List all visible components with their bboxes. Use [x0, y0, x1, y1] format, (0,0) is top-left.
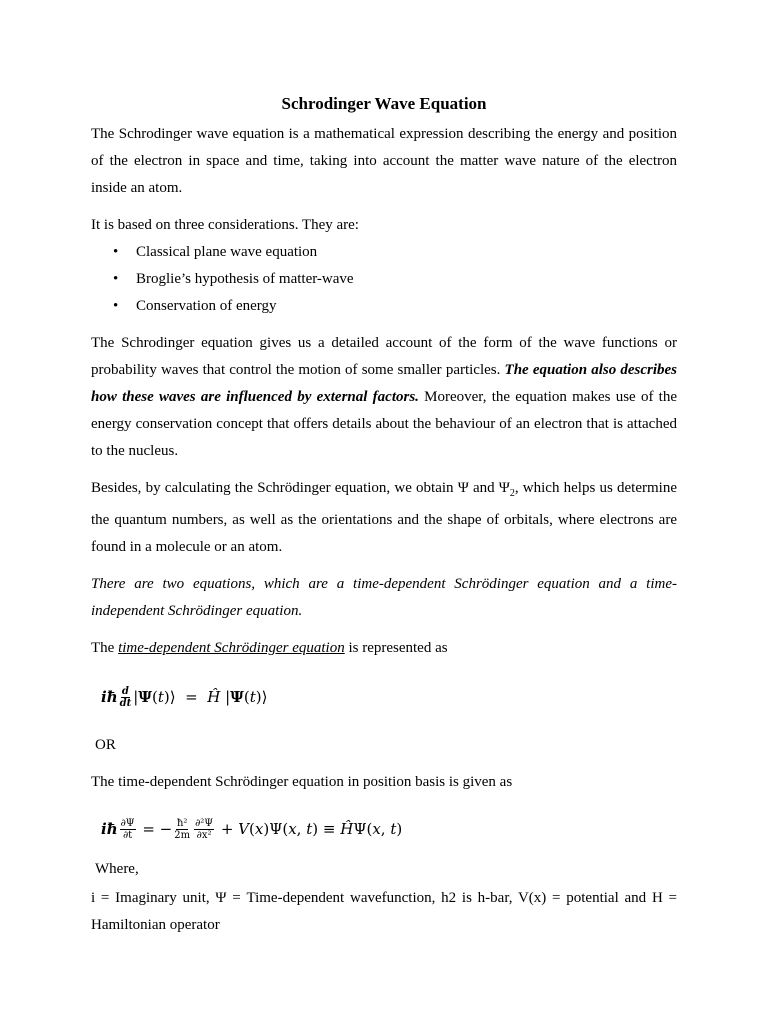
time-dependent-link[interactable]: time-dependent Schrödinger equation [118, 640, 345, 656]
emphasis-text: The equation also describes how these waves are influenced by external factors. [91, 362, 678, 405]
considerations-list [91, 239, 677, 320]
representation-paragraph: The time-dependent Schrödinger equation is represented as [91, 640, 448, 656]
position-basis-paragraph: The time-dependent Schrödinger equation in position basis is given as [91, 774, 513, 790]
document-page [91, 93, 677, 939]
results-paragraph: Besides, by calculating the Schrödinger equation, we obtain Ψ and $\Psi_2$, which helps us determine the quantum numbers, as well as the orientations and the shape of orbitals, where electrons are found in a molecule or an atom. [91, 480, 677, 555]
equation-time-dependent: iħ $\frac{d}{dt}$ |Ψ(t)⟩ = Ĥ |Ψ(t)⟩ [101, 685, 268, 709]
considerations-intro: It is based on three considerations. They are: [91, 217, 359, 233]
equations-overview: There are two equations, which are a time-dependent Schrödinger equation and a time-independent Schrödinger equation. [91, 576, 677, 619]
where-text: Where, [95, 861, 139, 877]
list-item: • Classical plane wave equation [91, 239, 677, 266]
bullet-icon: • [113, 271, 119, 287]
intro-paragraph: The Schrodinger wave equation is a mathematical expression describing the energy and position of the electron in space and time, taking into account the matter wave nature of the electron inside an atom. [91, 126, 677, 196]
list-item: • Conservation of energy [91, 293, 677, 320]
bullet-icon: • [113, 298, 119, 314]
equation-position-basis: iħ $\frac{\partial\Psi}{\partial t}$ = − $\frac{\text{ħ²}}{2m}$ $\frac{\text{∂²Ψ}}{\text{∂x²}}$ + V(x)Ψ(x, t) ≡ ĤΨ(x, t) [101, 817, 403, 841]
list-item: • Broglie’s hypothesis of matter-wave [91, 266, 677, 293]
bullet-icon: • [113, 244, 119, 260]
definitions-paragraph: i = Imaginary unit, Ψ = Time-dependent wavefunction, h2 is h-bar, V(x) = potential and H = Hamiltonian operator [91, 890, 677, 933]
or-text: OR [95, 737, 116, 753]
description-paragraph: The Schrodinger equation gives us a detailed account of the form of the wave functions or probability waves that control the motion of some smaller particles. The equation also describes how these waves are influenced by external factors. Moreover, the equation makes use of the energy conservation concept that offers details about the behaviour of an electron that is attached to the nucleus. [91, 335, 678, 459]
page-title: Schrodinger Wave Equation [281, 94, 487, 113]
